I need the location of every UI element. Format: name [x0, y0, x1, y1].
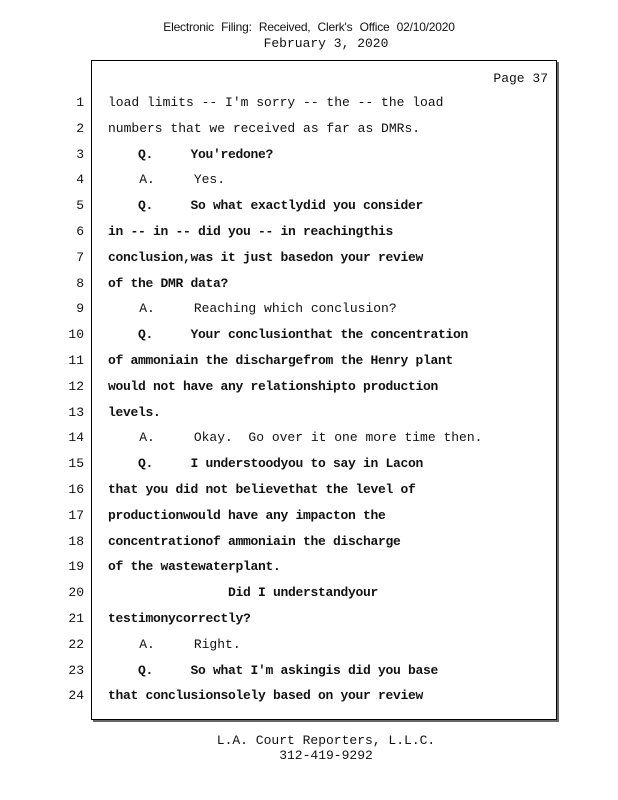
- court-reporter-name: L.A. Court Reporters, L.L.C.: [216, 733, 436, 748]
- line-number: 18: [68, 533, 84, 549]
- line-number: 22: [68, 636, 84, 652]
- line-text: productionwould have any impacton the: [108, 507, 386, 523]
- transcript-line: [0, 584, 618, 602]
- line-text: A. Yes.: [108, 172, 226, 188]
- transcript-line: [0, 223, 618, 241]
- line-number: 13: [68, 404, 84, 420]
- transcript-line: [0, 558, 618, 576]
- transcript-line: [0, 171, 618, 189]
- transcript-line: [0, 120, 618, 138]
- line-number: 24: [68, 688, 84, 704]
- transcript-line: [0, 249, 618, 267]
- line-number: 23: [68, 662, 84, 678]
- line-text: A. Reaching which conclusion?: [108, 301, 397, 317]
- transcript-line: [0, 94, 618, 112]
- line-text: concentrationof ammoniain the discharge: [108, 533, 401, 549]
- transcript-date: February 3, 2020: [263, 36, 389, 51]
- line-number: 1: [76, 95, 84, 110]
- transcript-line: [0, 378, 618, 396]
- line-text: that conclusionsolely based on your review: [108, 688, 424, 704]
- line-text: in -- in -- did you -- in reachingthis: [108, 224, 394, 239]
- line-text: conclusion,was it just basedon your review: [108, 249, 424, 265]
- line-number: 15: [68, 456, 84, 472]
- line-number: 3: [76, 146, 84, 162]
- line-text: Q. I understoodyou to say in Lacon: [108, 456, 424, 472]
- line-number: 16: [68, 482, 84, 497]
- line-text: Q. Your conclusionthat the concentration: [108, 327, 469, 343]
- line-number: 5: [76, 198, 84, 214]
- transcript-line: [0, 300, 618, 318]
- line-text: testimonycorrectly?: [108, 611, 251, 626]
- transcript-line: [0, 687, 618, 705]
- transcript-line: [0, 481, 618, 499]
- line-text: of the DMR data?: [108, 275, 229, 291]
- transcript-line: [0, 146, 618, 164]
- transcript-line: [0, 404, 618, 422]
- line-text: Q. You'redone?: [108, 146, 274, 162]
- line-text: of ammoniain the dischargefrom the Henry plant: [108, 353, 454, 368]
- page-number: Page 37: [493, 71, 548, 86]
- transcript-line: [0, 197, 618, 215]
- transcript-line: [0, 662, 618, 680]
- line-text: numbers that we received as far as DMRs.: [108, 120, 421, 136]
- transcript-line: [0, 429, 618, 447]
- line-number: 17: [68, 507, 84, 523]
- line-text: Did I understandyour: [108, 585, 379, 601]
- line-text: A. Right.: [108, 636, 241, 652]
- line-text: Q. So what I'm askingis did you base: [108, 662, 439, 678]
- line-number: 8: [76, 275, 84, 291]
- line-number: 11: [68, 353, 84, 368]
- filing-stamp: Electronic Filing: Received, Clerk's Office 02/10/2020: [163, 20, 455, 34]
- line-number: 20: [68, 585, 84, 601]
- line-text: that you did not believethat the level of: [108, 482, 416, 497]
- transcript-line: [0, 610, 618, 628]
- line-number: 2: [76, 120, 84, 136]
- line-text: of the wastewaterplant.: [108, 559, 281, 575]
- line-number: 4: [76, 172, 84, 188]
- line-number: 14: [68, 430, 84, 446]
- line-text: levels.: [108, 404, 161, 420]
- line-text: load limits -- I'm sorry -- the -- the load: [108, 95, 444, 110]
- line-number: 6: [76, 224, 84, 239]
- line-number: 12: [68, 378, 84, 394]
- transcript-line: [0, 455, 618, 473]
- transcript-line: [0, 352, 618, 370]
- line-number: 9: [76, 301, 84, 317]
- transcript-line: [0, 636, 618, 654]
- transcript-line: [0, 507, 618, 525]
- line-number: 10: [68, 327, 84, 343]
- court-reporter-phone: 312-419-9292: [279, 748, 373, 763]
- line-number: 7: [76, 249, 84, 265]
- line-text: Q. So what exactlydid you consider: [108, 198, 424, 214]
- transcript-line: [0, 533, 618, 551]
- transcript-line: [0, 275, 618, 293]
- transcript-line: [0, 326, 618, 344]
- line-number: 21: [68, 611, 84, 626]
- line-text: would not have any relationshipto production: [108, 378, 439, 394]
- line-text: A. Okay. Go over it one more time then.: [108, 430, 483, 446]
- line-number: 19: [68, 559, 84, 575]
